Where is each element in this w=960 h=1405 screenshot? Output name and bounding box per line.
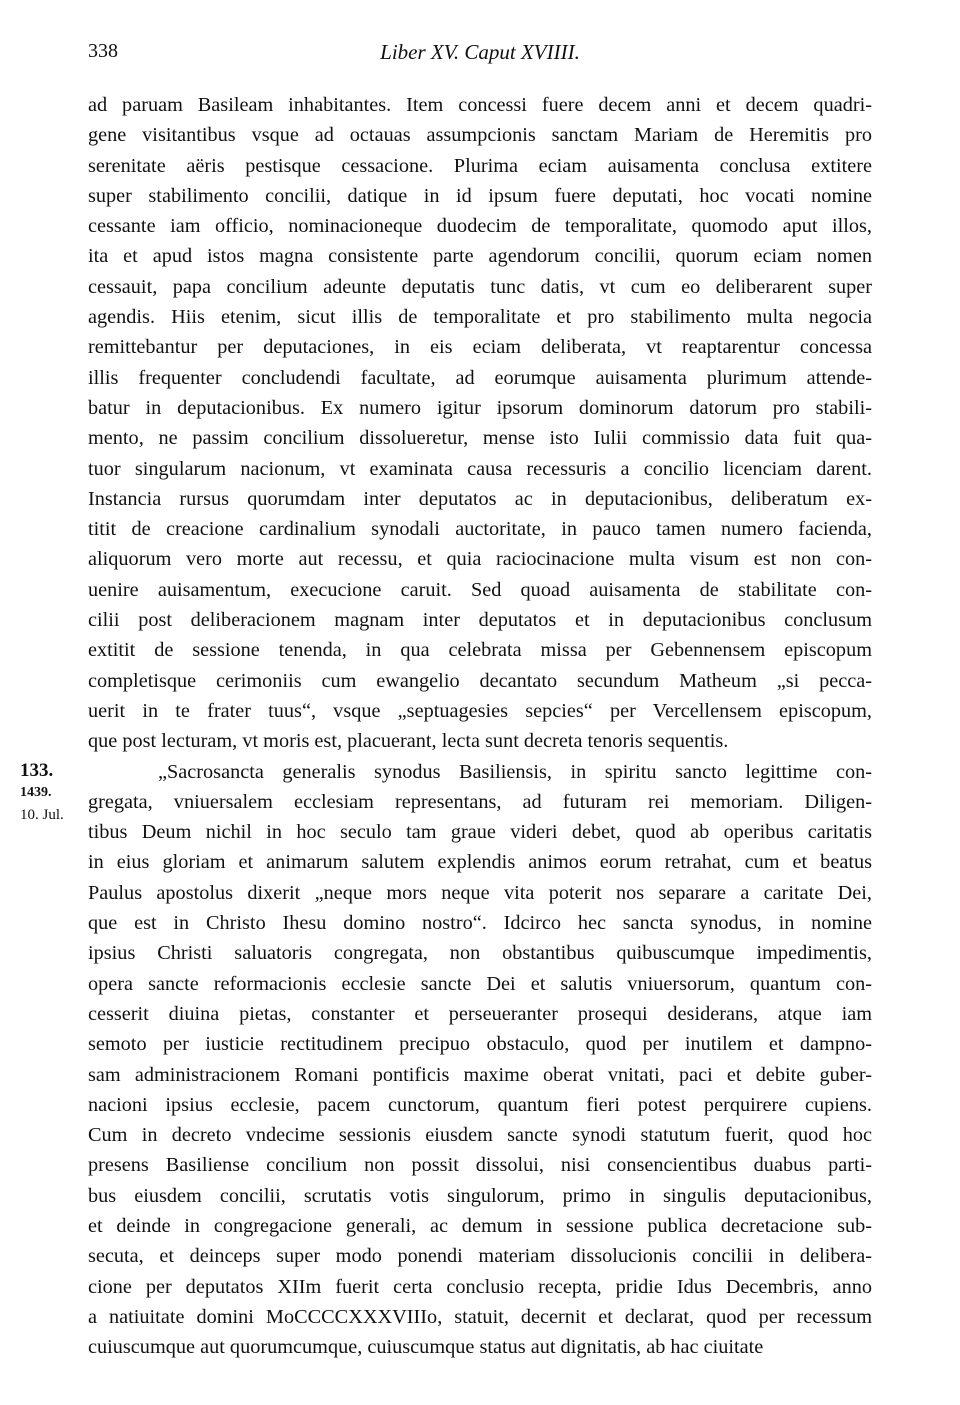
text-line: cesserit diuina pietas, constanter et perseueranter prosequi desiderans, atque iam — [88, 1002, 872, 1025]
text-line: agendis. Hiis etenim, sicut illis de temporalitate et pro stabilimento multa negocia — [88, 306, 872, 329]
text-line: ita et apud istos magna consistente parte agendorum concilii, quorum eciam nomen — [88, 245, 872, 268]
text-line: in eius gloriam et animarum salutem explendis animos eorum retrahat, cum et beatus — [88, 851, 872, 874]
text-line: completisque cerimoniis cum ewangelio decantato secundum Matheum „si pecca- — [88, 669, 872, 692]
text-line: a natiuitate domini MoCCCCXXXVIIIo, statuit, decernit et declarat, quod per recessum — [88, 1305, 872, 1328]
text-line: illis frequenter concludendi facultate, ad eorumque auisamenta plurimum attende- — [88, 366, 872, 389]
page-header — [88, 40, 872, 74]
text-line: serenitate aëris pestisque cessacione. Plurima eciam auisamenta conclusa extitere — [88, 154, 872, 177]
text-line: cilii post deliberacionem magnam inter deputatos et in deputacionibus conclusum — [88, 609, 872, 632]
page-number: 338 — [88, 40, 118, 62]
text-line: ad paruam Basileam inhabitantes. Item concessi fuere decem anni et decem quadri- — [88, 94, 872, 116]
text-line: mento, ne passim concilium dissolueretur, mense isto Iulii commissio data fuit qua- — [88, 427, 872, 450]
text-line: tuor singularum nacionum, vt examinata causa recessuris a concilio licenciam darent. — [88, 457, 872, 480]
text-line: gregata, vniuersalem ecclesiam representans, ad futuram rei memoriam. Diligen- — [88, 790, 872, 813]
text-line: secuta, et deinceps super modo ponendi materiam dissolucionis concilii in delibera- — [88, 1245, 872, 1268]
margin-note-year: 1439. — [20, 785, 52, 800]
text-line: cione per deputatos XIIm fuerit certa conclusio recepta, pridie Idus Decembris, anno — [88, 1275, 872, 1298]
text-line: cuiuscumque aut quorumcumque, cuiuscumque status aut dignitatis, ab hac ciuitate — [88, 1336, 764, 1359]
text-line: super stabilimento concilii, datique in id ipsum fuere deputati, hoc vocati nomine — [88, 184, 872, 207]
text-line: que est in Christo Ihesu domino nostro“. Idcirco hec sancta synodus, in nomine — [88, 912, 872, 935]
text-line: cessauit, papa concilium adeunte deputatis tunc datis, vt cum eo deliberarent super — [88, 275, 872, 298]
text-line: gene visitantibus vsque ad octauas assumpcionis sanctam Mariam de Heremitis pro — [88, 124, 872, 147]
text-line: tibus Deum nichil in hoc seculo tam graue videri debet, quod ab operibus caritatis — [88, 821, 872, 844]
text-line: aliquorum vero morte aut recessu, et quia raciocinacione multa visum est non con- — [88, 548, 872, 571]
text-line: batur in deputacionibus. Ex numero igitur ipsorum dominorum datorum pro stabili- — [88, 396, 872, 419]
text-line: cessante iam officio, nominacioneque duodecim de temporalitate, quomodo aput illos, — [88, 215, 872, 238]
text-line: opera sancte reformacionis ecclesie sancte Dei et salutis vniuersorum, quantum con- — [88, 972, 872, 995]
margin-note — [20, 760, 82, 826]
text-line: sam administracionem Romani pontificis maxime oberat vnitati, paci et debite guber- — [88, 1063, 872, 1086]
text-line: presens Basiliense concilium non possit dissolui, nisi consencientibus duabus parti- — [88, 1154, 872, 1177]
text-line: nacioni ipsius ecclesie, pacem cunctorum, quantum fieri potest perquirere cupiens. — [88, 1093, 872, 1116]
text-line: Instancia rursus quorumdam inter deputatos ac in deputacionibus, deliberatum ex- — [88, 487, 872, 510]
text-line: semoto per iusticie rectitudinem precipuo obstaculo, quod per inutilem et dampno- — [88, 1033, 872, 1056]
text-line: Paulus apostolus dixerit „neque mors neque vita poterit nos separare a caritate Dei, — [88, 881, 872, 904]
text-line: que post lecturam, vt moris est, placuerant, lecta sunt decreta tenoris sequentis. — [88, 730, 729, 753]
body-text — [88, 90, 872, 1362]
text-line: remittebantur per deputaciones, in eis eciam deliberata, vt reaptarentur concessa — [88, 336, 872, 359]
running-title: Liber XV. Caput XVIIII. — [380, 40, 580, 64]
text-line: Cum in decreto vndecime sessionis eiusdem sancte synodi statutum fuerit, quod hoc — [88, 1124, 872, 1147]
text-line: titit de creacione cardinalium synodali auctoritate, in pauco tamen numero facienda, — [88, 518, 872, 541]
text-line: bus eiusdem concilii, scrutatis votis singulorum, primo in singulis deputacionibus, — [88, 1184, 872, 1207]
text-line: ipsius Christi saluatoris congregata, non obstantibus quibuscumque impedimentis, — [88, 942, 872, 965]
margin-note-number: 133. — [20, 760, 54, 781]
text-line: uerit in te frater tuus“, vsque „septuagesies sepcies“ per Vercellensem episcopum, — [88, 699, 872, 722]
text-line: et deinde in congregacione generali, ac demum in sessione publica decretacione sub- — [88, 1214, 872, 1237]
text-line: uenire auisamentum, execucione caruit. Sed quoad auisamenta de stabilitate con- — [88, 578, 872, 601]
text-line: extitit de sessione tenenda, in qua celebrata missa per Gebennensem episcopum — [88, 639, 872, 662]
text-line: „Sacrosancta generalis synodus Basiliensis, in spiritu sancto legittime con- — [158, 760, 872, 783]
margin-note-date: 10. Jul. — [20, 807, 64, 823]
